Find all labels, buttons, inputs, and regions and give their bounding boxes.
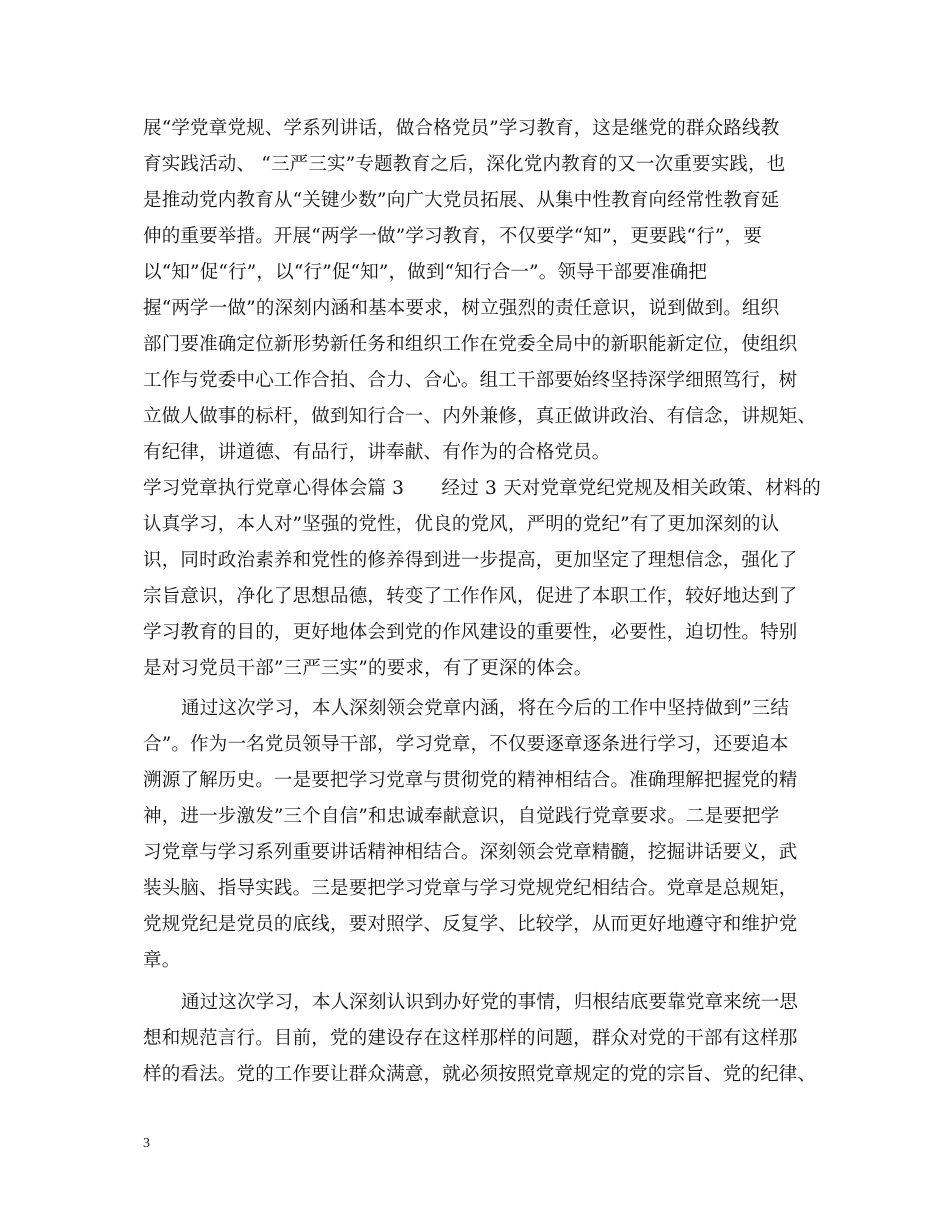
paragraph-first-line: 通过这次学习，本人深刻认识到办好党的事情，归根结底要靠党章来统一思 [181, 992, 799, 1013]
paragraph-first-line: 通过这次学习，本人深刻领会党章内涵，将在今后的工作中坚持做到”三结 [181, 698, 790, 719]
text-line: 章。 [143, 950, 181, 971]
text-line: 习党章与学习系列重要讲话精神相结合。深刻领会党章精髓，挖掘讲话要义，武 [143, 842, 798, 863]
text-line: 展“学党章党规、学系列讲话，做合格党员”学习教育，这是继党的群众路线教 [143, 118, 780, 139]
text-line: 识，同时政治素养和党性的修养得到进一步提高，更加坚定了理想信念，强化了 [143, 550, 798, 571]
text-line: 合”。作为一名党员领导干部，学习党章，不仅要逐章逐条进行学习，还要追本 [143, 734, 789, 755]
text-line: 以“知”促“行”，以“行”促“知”，做到“知行合一”。领导干部要准确把 [143, 262, 708, 283]
text-line: 握“两学一做”的深刻内涵和基本要求，树立强烈的责任意识，说到做到。组织 [143, 298, 780, 319]
text-line: 想和规范言行。目前，党的建设存在这样那样的问题，群众对党的干部有这样那 [143, 1028, 798, 1049]
page-number: 3 [143, 1136, 150, 1151]
text-line: 伸的重要举措。开展“两学一做”学习教育，不仅要学“知”，更要践“行”，要 [143, 226, 762, 247]
text-line: 装头脑、指导实践。三是要把学习党章与学习党规党纪相结合。党章是总规矩， [143, 878, 798, 899]
text-line: 工作与党委中心工作合拍、合力、合心。组工干部要始终坚持深学细照笃行，树 [143, 370, 798, 391]
text-line: 认真学习，本人对”坚强的党性，优良的党风，严明的党纪”有了更加深刻的认 [143, 514, 780, 535]
text-line: 溯源了解历史。一是要把学习党章与贯彻党的精神相结合。准确理解把握党的精 [143, 770, 798, 791]
text-line: 宗旨意识，净化了思想品德，转变了工作作风，促进了本职工作，较好地达到了 [143, 586, 798, 607]
text-line: 样的看法。党的工作要让群众满意，就必须按照党章规定的党的宗旨、党的纪律、 [143, 1064, 817, 1085]
text-line: 育实践活动、 “三严三实”专题教育之后，深化党内教育的又一次重要实践，也 [143, 154, 786, 175]
text-line: 神，进一步激发”三个自信”和忠诚奉献意识，自觉践行党章要求。二是要把学 [143, 806, 780, 827]
section-heading-line: 学习党章执行党章心得体会篇 3 经过 3 天对党章党纪党规及相关政策、材料的 [143, 478, 821, 499]
text-line: 是推动党内教育从“关键少数”向广大党员拓展、从集中性教育向经常性教育延 [143, 190, 780, 211]
text-line: 是对习党员干部”三严三实”的要求，有了更深的体会。 [143, 658, 593, 679]
text-line: 部门要准确定位新形势新任务和组织工作在党委全局中的新职能新定位，使组织 [143, 334, 798, 355]
text-line: 立做人做事的标杆，做到知行合一、内外兼修，真正做讲政治、有信念，讲规矩、 [143, 406, 817, 427]
text-line: 有纪律，讲道德、有品行，讲奉献、有作为的合格党员。 [143, 442, 611, 463]
text-line: 党规党纪是党员的底线，要对照学、反复学、比较学，从而更好地遵守和维护党 [143, 914, 798, 935]
text-line: 学习教育的目的，更好地体会到党的作风建设的重要性，必要性，迫切性。特别 [143, 622, 798, 643]
